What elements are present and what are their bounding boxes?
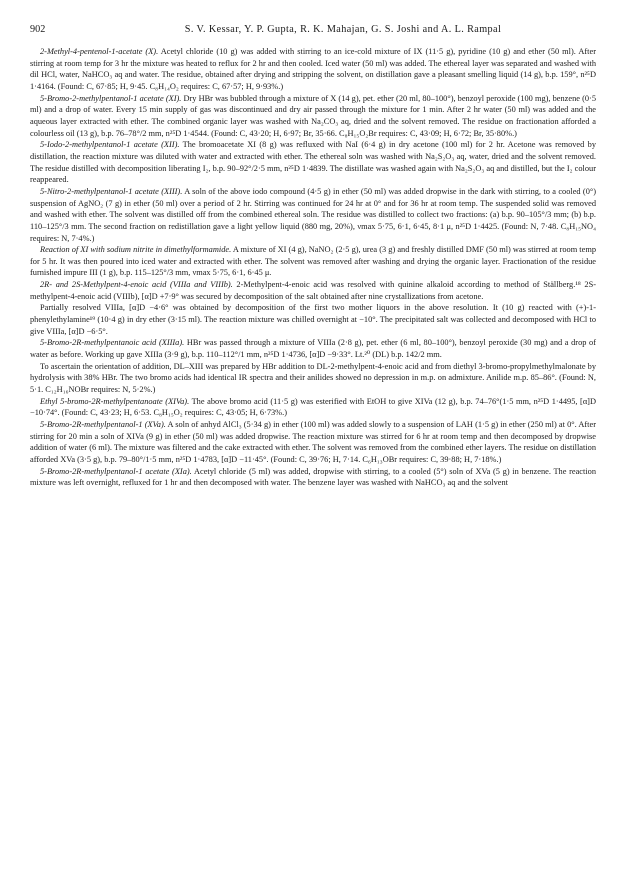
paragraph-title: 5-Bromo-2-methylpentanol-1 acetate (XI). [40,93,182,103]
running-header [30,24,596,38]
paragraph [30,279,596,302]
paragraph [30,186,596,244]
paragraph-title: Ethyl 5-bromo-2R-methylpentanoate (XIVa). [40,396,190,406]
paragraph-text: Dry HBr was bubbled through a mixture of X (14 g), pet. ether (20 ml, 80–100°), benzoyl peroxide (100 mg), benzene (0·5 ml) and a drop of water. Every 15 min supply of gas was discontinued and dry air passed through the mixture for 1 min. After 2 hr water (50 ml) was added and the aqueous layer extracted with ether. The combined organic layer was washed with Na₂CO₃ aq, dried and the solvent removed. The residue on fractionation afforded a colourless oil (13 g), b.p. 76–78°/2 mm, n²⁵D 1·4544. (Found: C, 43·20; H, 6·97; Br, 35·66. C₈H₁₅O₂Br requires: C, 43·09; H, 6·72; Br, 35·80%.) [30,93,596,138]
paragraph [30,361,596,396]
paragraph-text: A soln of anhyd AlCl₃ (5·34 g) in ether (100 ml) was added slowly to a suspension of LAH (1·5 g) in ether (250 ml) at 0°. After stirring for 20 min a soln of XIVa (9 g) in ether (50 ml) was added dropwise. The reaction mixture was stirred for 6 hr at room temp and then decomposed by dropwise addition of water (6 ml). The mixture was filtered and the cake extracted with ether. The solvent was removed from the combined ether layers. The residue on distillation afforded XVa (3·5 g), b.p. 79–80°/1·5 mm, n²⁵D 1·4783, [α]D −11·45°. (Found: C, 39·76; H, 7·14. C₆H₁₃OBr requires: C, 39·88; H, 7·18%.) [30,420,596,464]
paragraph-title: 2R- and 2S-Methylpent-4-enoic acid (VIIIa and VIIIb). [40,280,233,290]
paragraph-text: To ascertain the orientation of addition, DL–XIII was prepared by HBr addition to DL-2-methylpent-4-enoic acid and from diethyl 3-bromo-propylmethylmalonate by hydrolysis with 38% HBr. The two bromo acids had identical IR spectra and their anilides showed no depression in m.p. on admixture. Anilide m.p. 85–86°. (Found: N, 5·1. C₁₂H₁₆NOBr requires: N, 5·2%.) [30,361,596,395]
paragraph-title: 5-Bromo-2R-methylpentanoic acid (XIIIa). [40,338,185,348]
paragraph-text: A soln of the above iodo compound (4·5 g) in ether (50 ml) was added dropwise in the dark with stirring, to a cooled (0°) suspension of AgNO₂ (7 g) in ether (50 ml) over a period of 2 hr. Stirring was continued for 24 hr at 0° and for 36 hr at room temp. The suspended solid was removed and washed with ether. The solvent was distilled off from the combined ethereal soln. The residue was distilled to collect two fractions: (a) b.p. 90–105°/3 mm; (b) b.p. 110–125°/3 mm. The second fraction on redistillation gave a light yellow liquid (880 mg, 20%), νmax 5·75, 6·1, 6·45, 8·1 μ, n²⁵D 1·4425. (Found: N, 7·48. C₈H₁₅NO₄ requires: N, 7·4%.) [30,186,597,243]
paragraph [30,244,596,279]
paragraph-text: 2-Methylpent-4-enoic acid was resolved with quinine alkaloid according to method of Ställberg.¹⁸ 2S-methylpent-4-enoic acid (VIIIb), [α]D +7·9° was secured by decomposition of the salt obtained after nine crystallizations from acetone. [30,280,596,301]
paragraph [30,466,596,489]
paragraph-text: The bromoacetate XI (8 g) was refluxed with NaI (6·4 g) in dry acetone (100 ml) for 2 hr. Acetone was removed by distillation, the reaction mixture was diluted with water and extracted with ether. The ethereal soln was washed with Na₂S₂O₃ aq, water, dried and the solvent removed. The residue distilled with decomposition liberating I₂, b.p. 90–92°/2·5 mm, n²⁵D 1·4839. The distillate was washed again with Na₂S₂O₃ aq and distilled, but the I₂ colour reappeared. [30,140,596,185]
paragraph-title: Reaction of XI with sodium nitrite in dimethylformamide. [40,245,232,255]
paragraph [30,93,596,140]
paragraph [30,302,596,337]
paragraph-text: The above bromo acid (11·5 g) was esterified with EtOH to give XIVa (12 g), b.p. 74–76°(1·5 mm, n²⁵D 1·4495, [α]D −10·74°. (Found: C, 43·23; H, 6·53. C₈H₁₅O₂ requires: C, 43·05; H, 6·73%.) [30,396,596,418]
paragraph [30,139,596,186]
paragraph-text: Partially resolved VIIIa, [α]D −4·6° was obtained by decomposition of the first two mother liquors in the above resolution. It (10 g) reacted with (+)-1-phenylethylamine¹⁹ (10·4 g) in dry ether (3·15 ml). The reaction mixture was chilled overnight at −10°. The precipitated salt was collected and decomposed with HCl to give VIIIa, [α]D −6·5°. [30,303,596,336]
paragraph-title: 5-Nitro-2-methylpentanol-1 acetate (XIII). [40,186,183,196]
paragraph-title: 5-Bromo-2R-methylpentanol-1 acetate (XIa). [40,466,192,476]
paragraph [30,337,596,360]
paragraph [30,396,596,419]
paragraph [30,419,596,466]
journal-page [30,24,596,489]
paragraph-text: HBr was passed through a mixture of VIIIa (2·8 g), pet. ether (6 ml, 80–100°), benzoyl peroxide (30 mg) and a drop of water as before. Working up gave XIIIa (3·9 g), b.p. 110–112°/1 mm, n²⁵D 1·4736, [α]D −9·33°. Lt.²⁰ (DL) b.p. 142/2 mm. [30,338,597,360]
running-head-authors: S. V. Kessar, Y. P. Gupta, R. K. Mahajan, G. S. Joshi and A. L. Rampal [184,24,502,35]
article-body [30,46,596,489]
page-number: 902 [30,24,46,35]
paragraph-text: Acetyl chloride (10 g) was added with stirring to an ice-cold mixture of IX (11·5 g), pyridine (10 g) and ether (50 ml). After stirring at room temp for 3 hr the mixture was heated to reflux for 2 hr and then cooled. Iced water (50 ml) was added. The ethereal layer was separated and washed with dil HCl, water, NaHCO₃ aq and water. The residue, obtained after drying and stripping the solvent, on distillation gave a pleasant smelling liquid (14 g), b.p. 159°, n²⁵D 1·4164. (Found: C, 67·85; H, 9·45. C₈H₁₄O₂ requires: C, 67·57; H, 9·93%.) [30,47,596,91]
paragraph-text: A mixture of XI (4 g), NaNO₂ (2·5 g), urea (3 g) and freshly distilled DMF (50 ml) was stirred at room temp for 5 hr. It was then poured into iced water and extracted with ether. The solvent was removed after washing and drying the organic layer. Fractionation of the residue furnished impure III (1 g), b.p. 115–125°/3 mm, νmax 5·75, 6·1, 6·45 μ. [30,245,596,278]
paragraph-text: Acetyl chloride (5 ml) was added, dropwise with stirring, to a cooled (5°) soln of XVa (5 g) in benzene. The reaction mixture was left overnight, refluxed for 1 hr and then decomposed with water. The benzene layer was washed with NaHCO₃ aq and the solvent [30,466,596,488]
paragraph [30,46,596,93]
paragraph-title: 5-Iodo-2-methylpentanol-1 acetate (XII). [40,140,180,150]
paragraph-title: 5-Bromo-2R-methylpentanol-1 (XVa). [40,420,166,429]
paragraph-title: 2-Methyl-4-pentenol-1-acetate (X). [40,47,159,56]
